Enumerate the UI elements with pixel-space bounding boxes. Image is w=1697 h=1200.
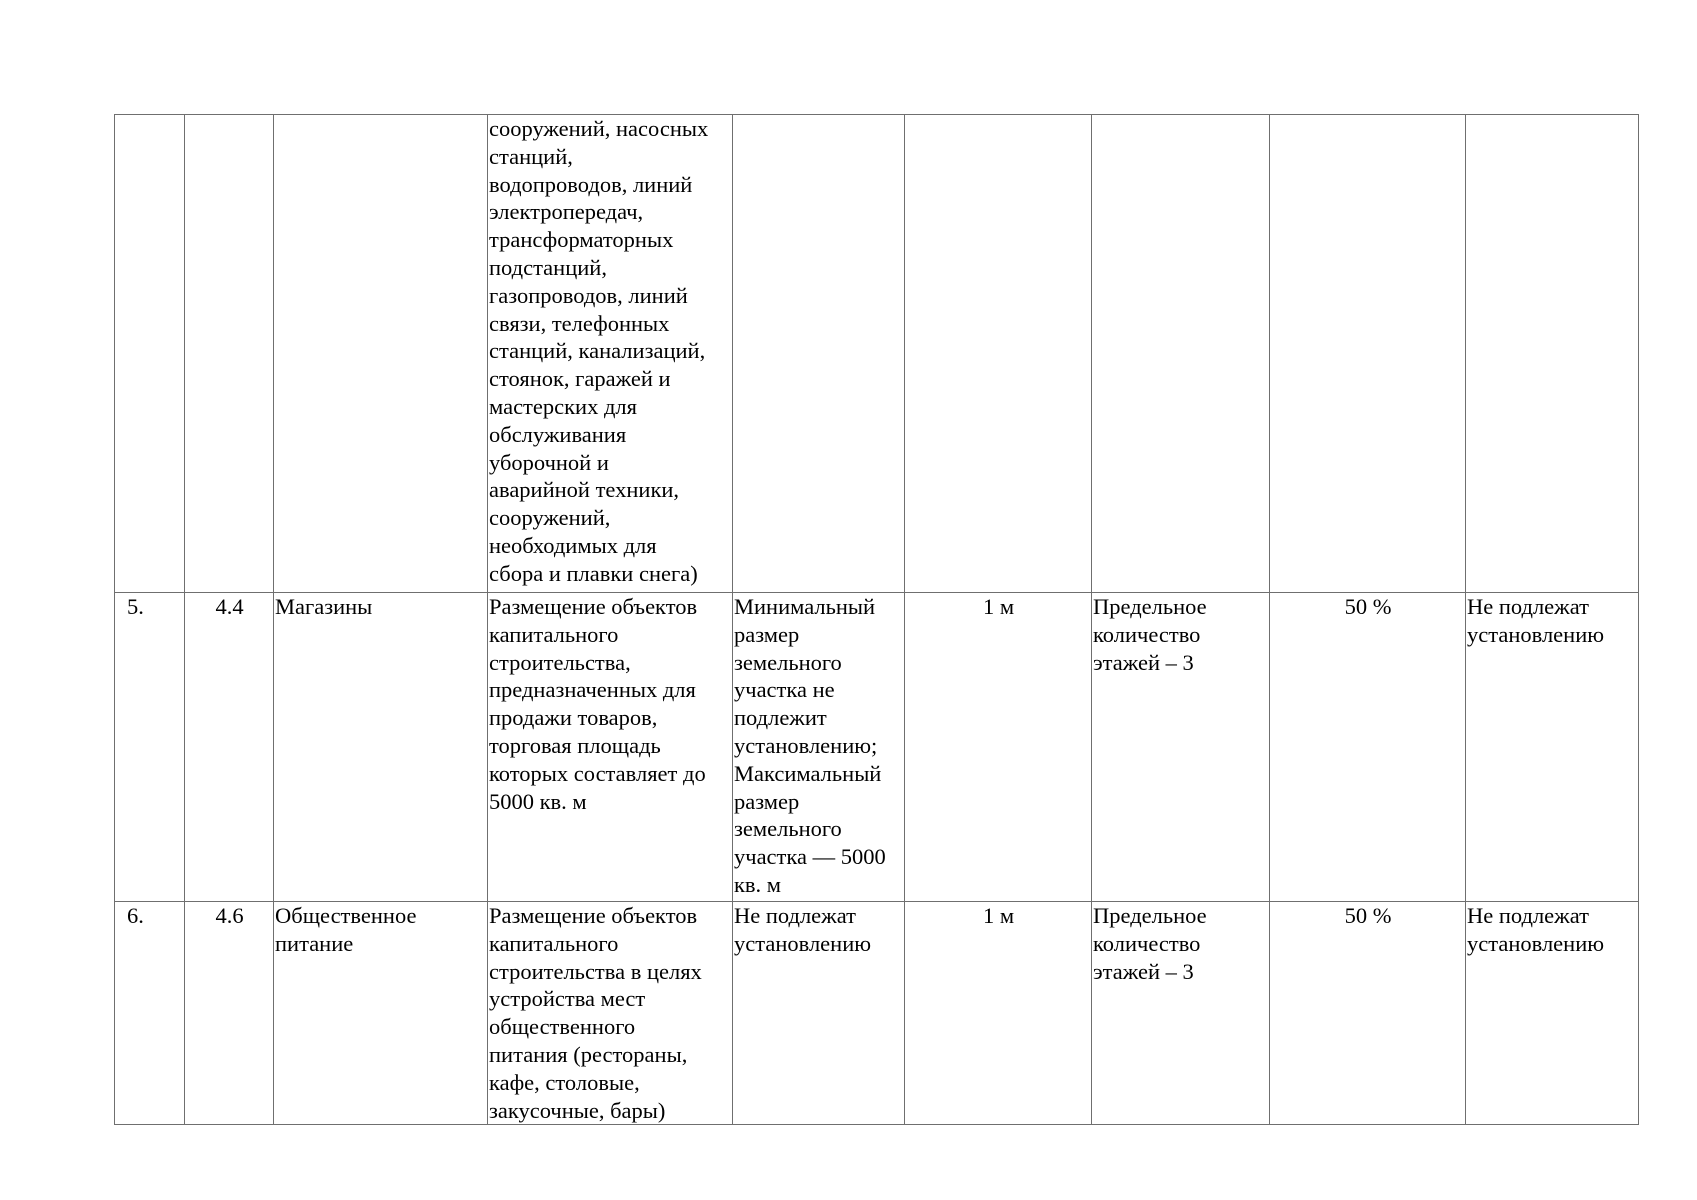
- setback-cell: 1 м: [905, 902, 1092, 1125]
- floors-limit-cell: Предельное количество этажей – 3: [1092, 902, 1270, 1125]
- use-type-cell: Магазины: [274, 593, 488, 902]
- use-code-cell: 4.6: [185, 902, 274, 1125]
- row-number-cell: [115, 115, 185, 593]
- row-number-cell: 6.: [115, 902, 185, 1125]
- use-code-cell: [185, 115, 274, 593]
- table-row: [115, 593, 1639, 902]
- coverage-percent-cell: 50 %: [1270, 902, 1466, 1125]
- other-parameters-cell: Не подлежат установлению: [1466, 593, 1639, 902]
- land-use-regulations-table: [114, 114, 1639, 1125]
- use-type-cell: [274, 115, 488, 593]
- plot-size-cell: Не подлежат установлению: [733, 902, 905, 1125]
- setback-cell: 1 м: [905, 593, 1092, 902]
- floors-limit-cell: [1092, 115, 1270, 593]
- setback-cell: [905, 115, 1092, 593]
- other-parameters-cell: Не подлежат установлению: [1466, 902, 1639, 1125]
- use-type-cell: Общественное питание: [274, 902, 488, 1125]
- use-description-cell: Размещение объектов капитального строительства в целях устройства мест общественного питания (рестораны, кафе, столовые, закусочные, бары): [488, 902, 733, 1125]
- plot-size-cell: [733, 115, 905, 593]
- use-description-cell: сооружений, насосных станций, водопроводов, линий электропередач, трансформаторных подстанций, газопроводов, линий связи, телефонных станций, канализаций, стоянок, гаражей и мастерских для обслуживания уборочной и аварийной техники, сооружений, необходимых для сбора и плавки снега): [488, 115, 733, 593]
- use-code-cell: 4.4: [185, 593, 274, 902]
- plot-size-cell: Минимальный размер земельного участка не подлежит установлению; Максимальный размер земельного участка — 5000 кв. м: [733, 593, 905, 902]
- table-row: [115, 115, 1639, 593]
- other-parameters-cell: [1466, 115, 1639, 593]
- floors-limit-cell: Предельное количество этажей – 3: [1092, 593, 1270, 902]
- use-description-cell: Размещение объектов капитального строительства, предназначенных для продажи товаров, торговая площадь которых составляет до 5000 кв. м: [488, 593, 733, 902]
- coverage-percent-cell: 50 %: [1270, 593, 1466, 902]
- coverage-percent-cell: [1270, 115, 1466, 593]
- table-row: [115, 902, 1639, 1125]
- row-number-cell: 5.: [115, 593, 185, 902]
